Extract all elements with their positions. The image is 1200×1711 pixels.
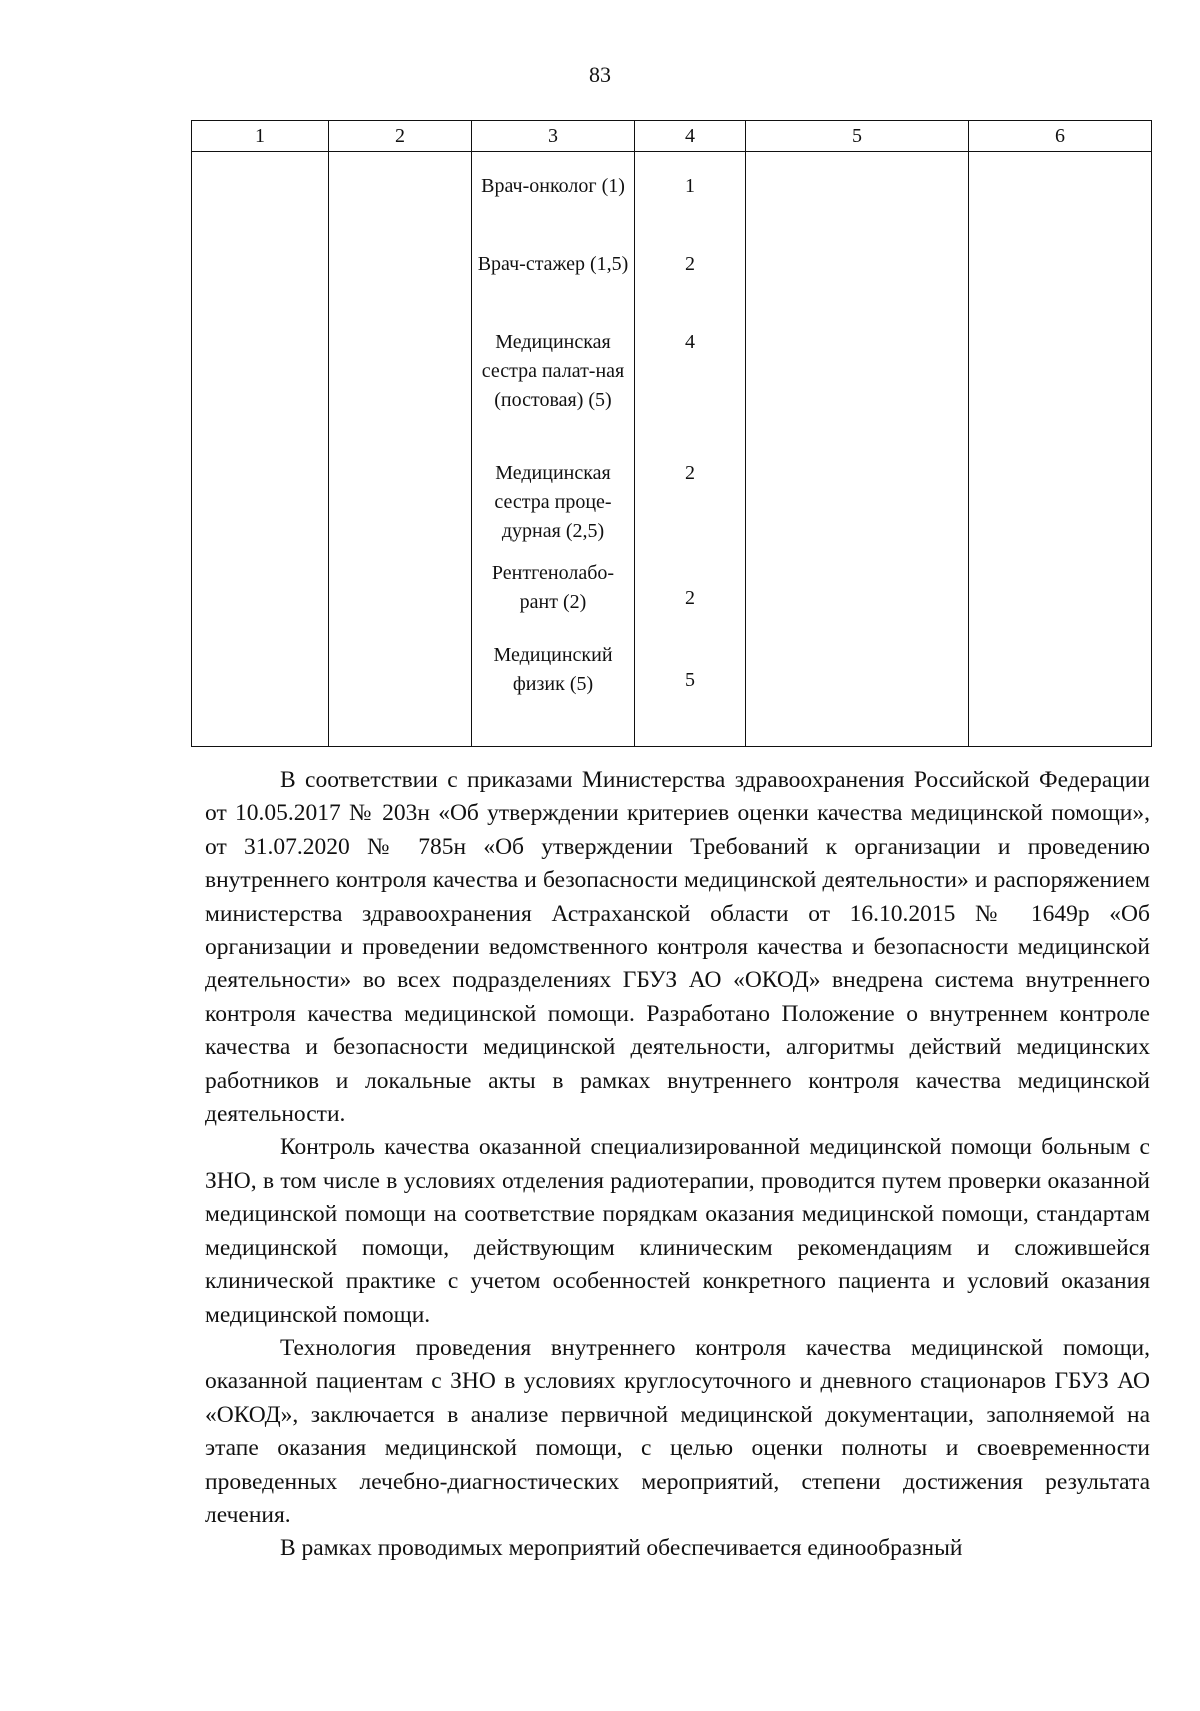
paragraph: Контроль качества оказанной специализированной медицинской помощи больным с ЗНО, в том числе в условиях отделения радиотерапии, проводится путем проверки оказанной медицинской помощи на соответствие порядкам оказания медицинской помощи, стандартам медицинской помощи, действующим клиническим рекомендациям и сложившейся клинической практике с учетом особенностей конкретного пациента и условий оказания медицинской помощи. bbox=[205, 1134, 1150, 1328]
cell-col-4 bbox=[635, 152, 746, 747]
count-entry: 2 bbox=[685, 587, 695, 609]
position-entry: Медицинская сестра палат-ная (постовая) (5) bbox=[481, 331, 625, 411]
count-entry: 2 bbox=[685, 253, 695, 275]
paragraph: В рамках проводимых мероприятий обеспечивается единообразный bbox=[280, 1535, 963, 1562]
table-header-row bbox=[192, 121, 1152, 152]
column-header: 2 bbox=[329, 121, 472, 152]
cell-col-1 bbox=[192, 152, 329, 747]
count-entry: 4 bbox=[685, 331, 695, 353]
position-entry: Рентгенолабо-рант (2) bbox=[491, 562, 615, 613]
position-entry: Медицинский физик (5) bbox=[493, 644, 613, 695]
paragraph: Технология проведения внутреннего контроля качества медицинской помощи, оказанной пациентам с ЗНО в условиях круглосуточного и дневного стационаров ГБУЗ АО «ОКОД», заключается в анализе первичной медицинской документации, заполняемой на этапе оказания медицинской помощи, с целью оценки полноты и своевременности проведенных лечебно-диагностических мероприятий, степени достижения результата лечения. bbox=[205, 1334, 1150, 1528]
count-entry: 2 bbox=[685, 462, 695, 484]
cell-col-3 bbox=[472, 152, 635, 747]
cell-col-2 bbox=[329, 152, 472, 747]
position-entry: Медицинская сестра проце-дурная (2,5) bbox=[494, 462, 612, 542]
count-entry: 5 bbox=[685, 669, 695, 691]
staff-table bbox=[191, 120, 1152, 747]
column-header: 5 bbox=[746, 121, 969, 152]
page-number: 83 bbox=[589, 62, 611, 87]
count-entry: 1 bbox=[685, 175, 695, 197]
cell-col-6 bbox=[969, 152, 1152, 747]
position-entry: Врач-стажер (1,5) bbox=[477, 253, 629, 275]
paragraph: В соответствии с приказами Министерства здравоохранения Российской Федерации от 10.05.2017 № 203н «Об утверждении критериев оценки качества медицинской помощи», от 31.07.2020 № 785н «Об утверждении Требований к организации и проведению внутреннего контроля качества и безопасности медицинской деятельности» и распоряжением министерства здравоохранения Астраханской области от 16.10.2015 № 1649р «Об организации и проведении ведомственного контроля качества и безопасности медицинской деятельности» во всех подразделениях ГБУЗ АО «ОКОД» внедрена система внутреннего контроля качества медицинской помощи. Разработано Положение о внутреннем контроле качества и безопасности медицинской деятельности, алгоритмы действий медицинских работников и локальные акты в рамках внутреннего контроля качества медицинской деятельности. bbox=[205, 767, 1150, 1128]
cell-col-5 bbox=[746, 152, 969, 747]
column-header: 3 bbox=[472, 121, 635, 152]
table-row bbox=[192, 152, 1152, 747]
column-header: 4 bbox=[635, 121, 746, 152]
column-header: 6 bbox=[969, 121, 1152, 152]
body-text bbox=[205, 764, 1150, 1566]
column-header: 1 bbox=[192, 121, 329, 152]
position-entry: Врач-онколог (1) bbox=[481, 175, 625, 197]
